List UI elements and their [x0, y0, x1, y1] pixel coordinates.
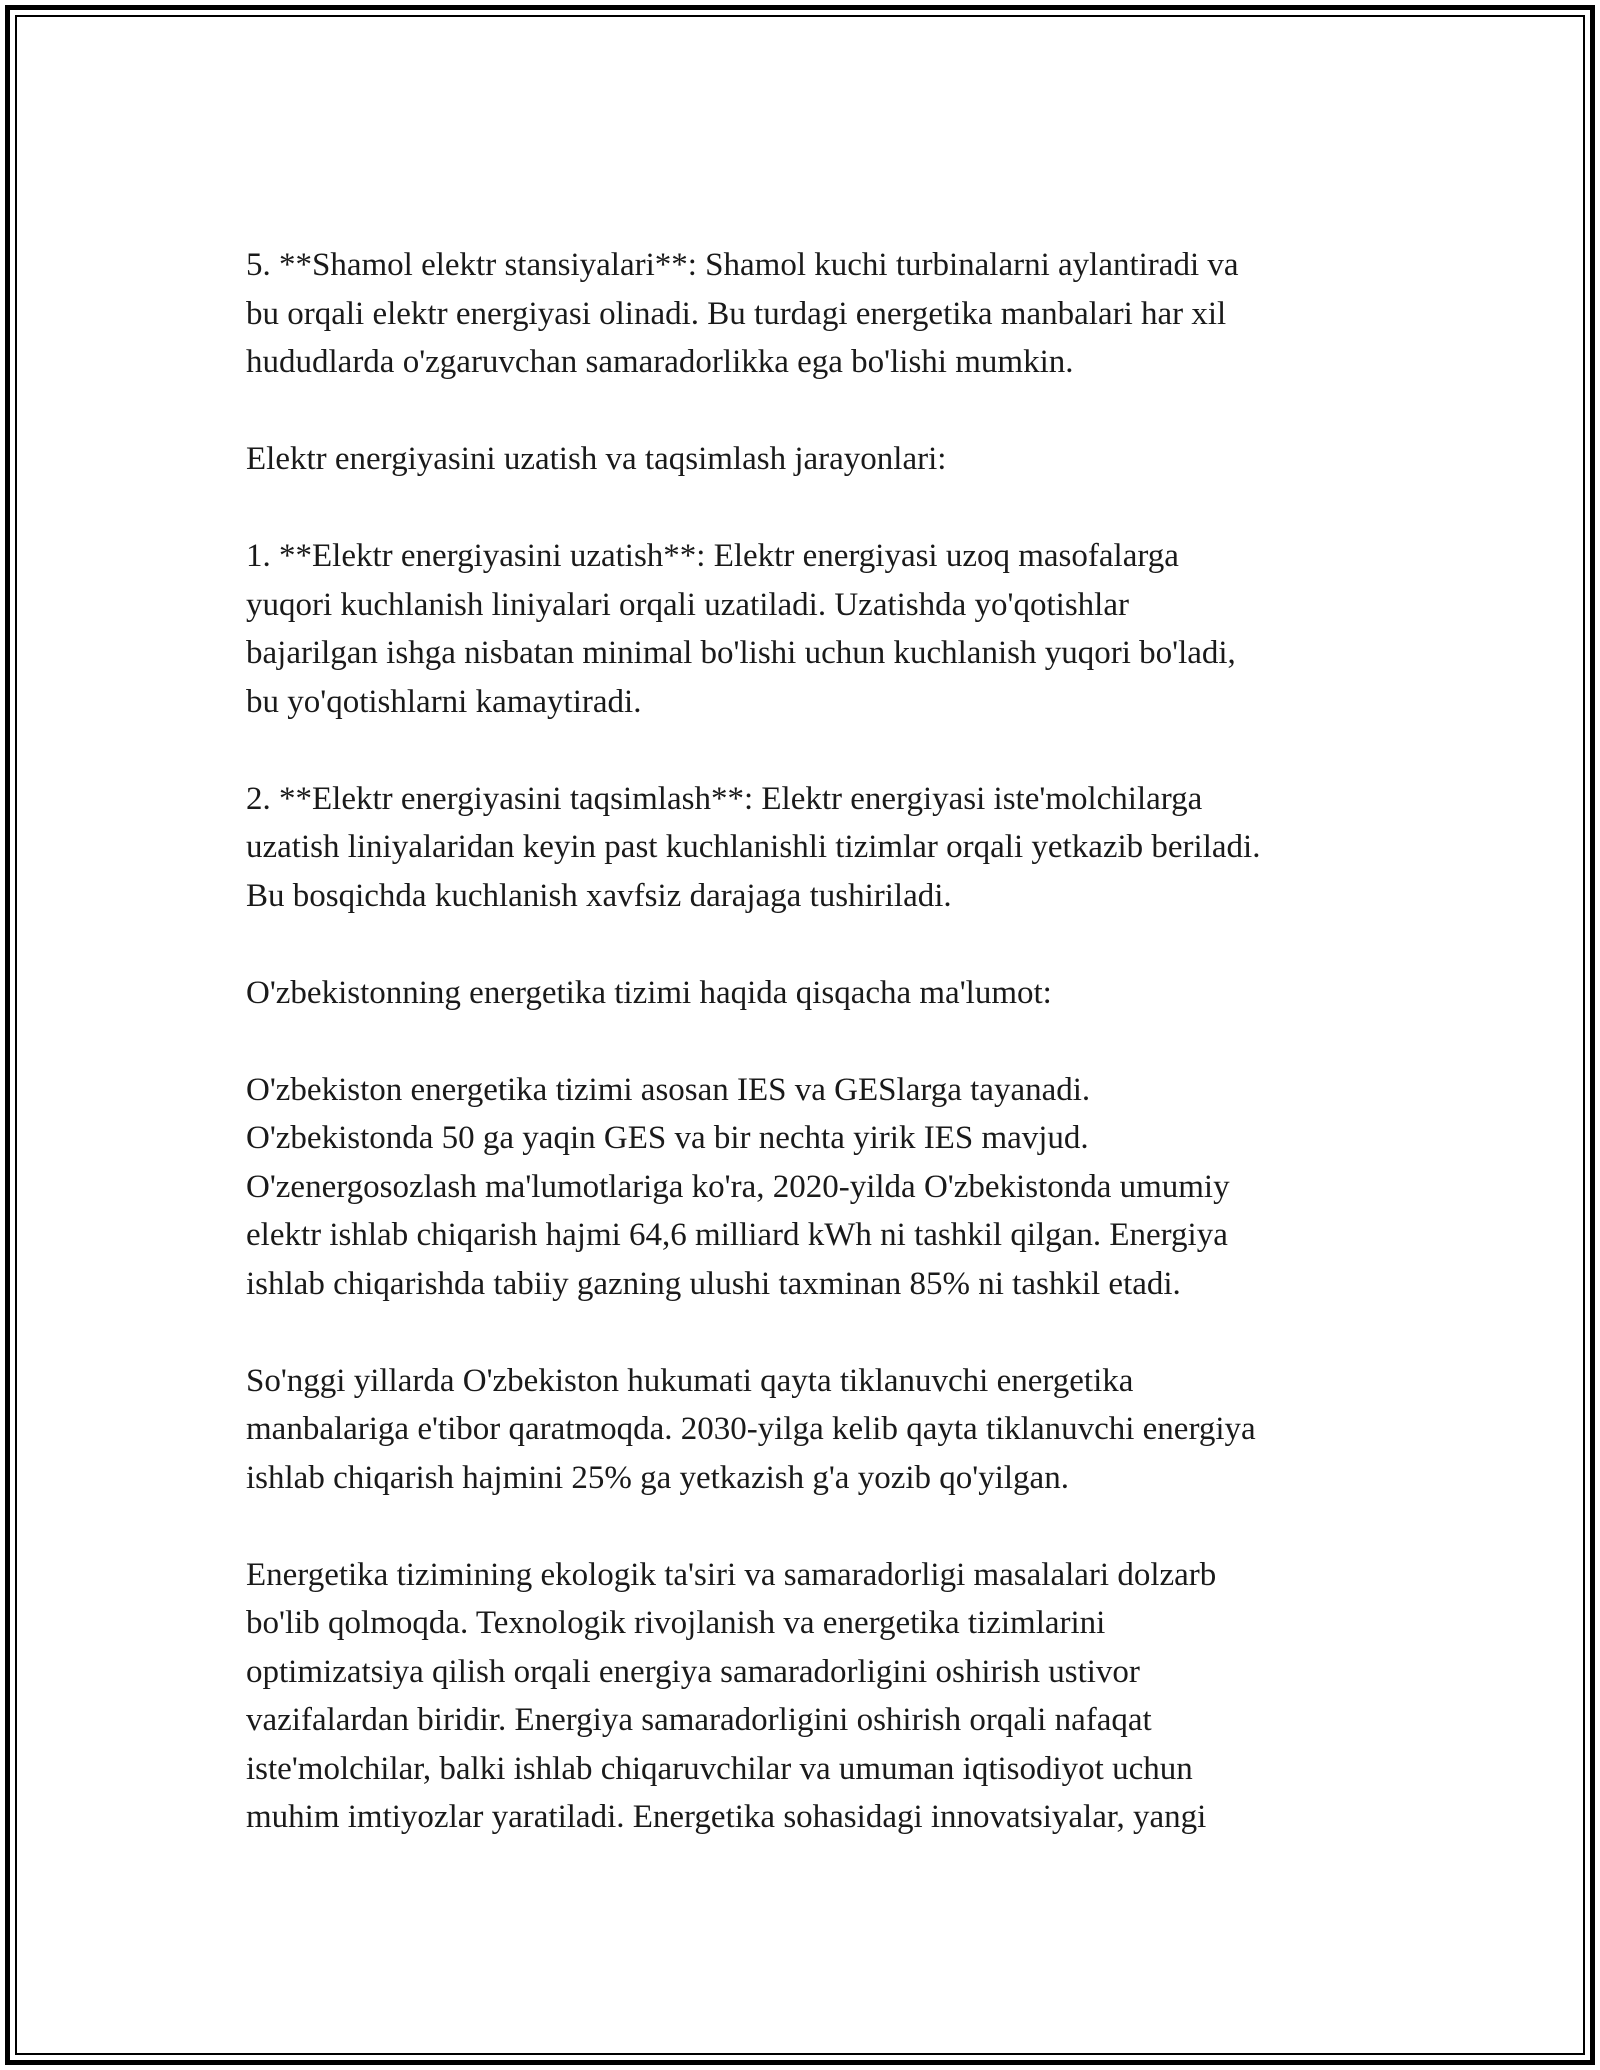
text-line: muhim imtiyozlar yaratiladi. Energetika sohasidagi innovatsiyalar, yangi: [246, 1799, 1207, 1835]
text-line: 2. **Elektr energiyasini taqsimlash**: Elektr energiyasi iste'molchilarga: [246, 780, 1203, 817]
text-line: ishlab chiqarish hajmini 25% ga yetkazish g'a yozib qo'yilgan.: [246, 1459, 1069, 1496]
text-line: bajarilgan ishga nisbatan minimal bo'lishi uchun kuchlanish yuqori bo'ladi,: [246, 635, 1236, 671]
paragraph-distribution: [246, 775, 1386, 921]
text-line: O'zbekiston energetika tizimi asosan IES va GESlarga tayanadi.: [246, 1071, 1091, 1108]
paragraph-energy-system: [246, 1066, 1386, 1309]
text-line: hududlarda o'zgaruvchan samaradorlikka ega bo'lishi mumkin.: [246, 344, 1074, 380]
section-heading-transmission: [246, 435, 1386, 484]
text-line: bu orqali elektr energiyasi olinadi. Bu turdagi energetika manbalari har xil: [246, 295, 1227, 332]
text-line: bo'lib qolmoqda. Texnologik rivojlanish va energetika tizimlarini: [246, 1605, 1106, 1641]
section-heading-uzbekistan: [246, 969, 1386, 1018]
text-line: O'zbekistonning energetika tizimi haqida qisqacha ma'lumot:: [246, 974, 1052, 1011]
text-line: iste'molchilar, balki ishlab chiqaruvchilar va umuman iqtisodiyot uchun: [246, 1750, 1193, 1787]
document-body: [246, 241, 1386, 1842]
paragraph-efficiency: [246, 1551, 1386, 1842]
text-line: O'zenergosozlash ma'lumotlariga ko'ra, 2020-yilda O'zbekistonda umumiy: [246, 1168, 1230, 1205]
paragraph-transmission: [246, 532, 1386, 726]
text-line: Elektr energiyasini uzatish va taqsimlash jarayonlari:: [246, 441, 947, 477]
text-line: Energetika tizimining ekologik ta'siri va samaradorligi masalalari dolzarb: [246, 1556, 1217, 1593]
text-line: ishlab chiqarishda tabiiy gazning ulushi taxminan 85% ni tashkil etadi.: [246, 1265, 1181, 1302]
text-line: vazifalardan biridir. Energiya samaradorligini oshirish orqali nafaqat: [246, 1702, 1152, 1738]
text-line: uzatish liniyalaridan keyin past kuchlanishli tizimlar orqali yetkazib beriladi.: [246, 829, 1261, 865]
text-line: 5. **Shamol elektr stansiyalari**: Shamol kuchi turbinalarni aylantiradi va: [246, 247, 1239, 283]
page-frame: [5, 5, 1595, 2065]
text-line: O'zbekistonda 50 ga yaqin GES va bir nechta yirik IES mavjud.: [246, 1120, 1089, 1156]
text-line: manbalariga e'tibor qaratmoqda. 2030-yilga kelib qayta tiklanuvchi energiya: [246, 1411, 1256, 1447]
text-line: optimizatsiya qilish orqali energiya samaradorligini oshirish ustivor: [246, 1653, 1140, 1690]
text-line: 1. **Elektr energiyasini uzatish**: Elektr energiyasi uzoq masofalarga: [246, 538, 1179, 574]
text-line: bu yo'qotishlarni kamaytiradi.: [246, 683, 642, 720]
text-line: So'nggi yillarda O'zbekiston hukumati qayta tiklanuvchi energetika: [246, 1362, 1134, 1399]
text-line: yuqori kuchlanish liniyalari orqali uzatiladi. Uzatishda yo'qotishlar: [246, 586, 1129, 623]
text-line: Bu bosqichda kuchlanish xavfsiz darajaga tushiriladi.: [246, 877, 952, 914]
text-line: elektr ishlab chiqarish hajmi 64,6 milliard kWh ni tashkil qilgan. Energiya: [246, 1217, 1228, 1253]
paragraph-wind-stations: [246, 241, 1386, 387]
paragraph-renewables: [246, 1357, 1386, 1503]
